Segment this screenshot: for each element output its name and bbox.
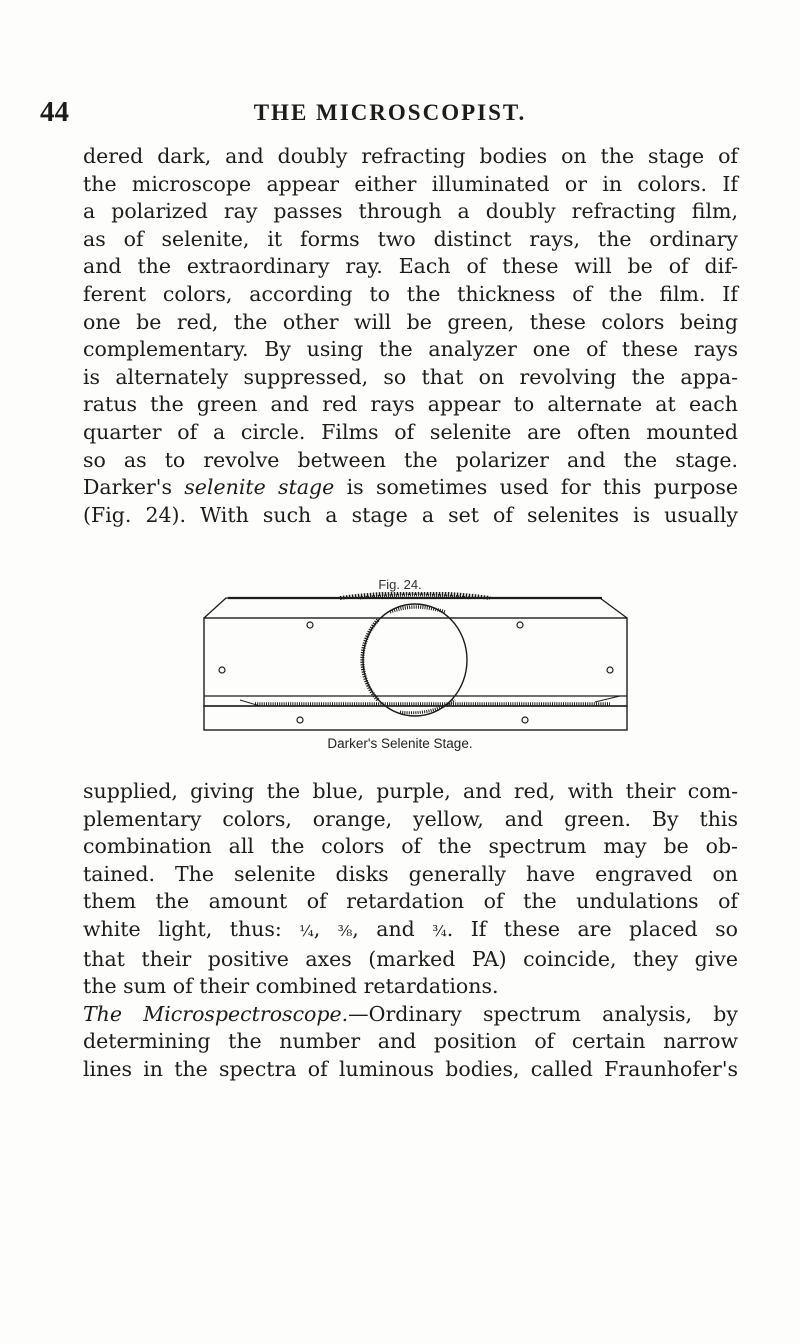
italic-term: selenite stage — [184, 475, 335, 500]
text-run: white light, thus: — [83, 916, 300, 941]
text-line: that their positive axes (marked PA) coincide, they give — [83, 946, 738, 971]
text-line: supplied, giving the blue, purple, and red, with their com- — [83, 779, 738, 803]
fraction-three-quarters: ¾ — [432, 921, 447, 940]
paragraph-selenite — [83, 143, 738, 529]
text-line — [83, 474, 738, 502]
selenite-stage-illustration — [200, 592, 630, 732]
text-line: a polarized ray passes through a doubly refracting film, — [83, 199, 738, 224]
text-line: (Fig. 24). With such a stage a set of selenites is usually — [83, 502, 738, 527]
text-run: , — [313, 916, 338, 941]
text-line: so as to revolve between the polarizer and the stage. — [83, 447, 738, 472]
text-line: them the amount of retardation of the undulations of — [83, 889, 738, 914]
page-header — [40, 96, 740, 136]
running-head: THE MICROSCOPIST. — [253, 100, 527, 125]
text-run: is sometimes used for this purpose — [334, 475, 738, 500]
text-run: , and — [352, 916, 433, 941]
text-line — [83, 1001, 738, 1029]
text-line: lines in the spectra of luminous bodies, called Fraunhofer's — [83, 1056, 738, 1081]
text-run: —Ordinary spectrum analysis, by — [348, 1001, 738, 1026]
text-line: tained. The selenite disks generally have engraved on — [83, 861, 738, 886]
paragraph-retardation — [83, 778, 738, 1084]
section-heading: The Microspectroscope. — [83, 1001, 349, 1026]
text-line: as of selenite, it forms two distinct rays, the ordinary — [83, 226, 738, 251]
text-line: quarter of a circle. Films of selenite are often mounted — [83, 419, 738, 444]
text-run: . If these are placed so — [446, 916, 738, 941]
figure-caption: Darker's Selenite Stage. — [327, 736, 473, 751]
page-number: 44 — [40, 96, 69, 128]
text-line: determining the number and position of certain narrow — [83, 1029, 738, 1054]
figure-label: Fig. 24. — [378, 577, 422, 592]
text-run: Darker's — [83, 475, 185, 500]
fraction-quarter: ¼ — [299, 921, 314, 940]
text-line: plementary colors, orange, yellow, and green. By this — [83, 806, 738, 831]
text-line: dered dark, and doubly refracting bodies on the stage of — [83, 144, 738, 168]
text-line: the sum of their combined retardations. — [83, 974, 499, 999]
text-line: is alternately suppressed, so that on revolving the appa- — [83, 364, 738, 389]
text-line: combination all the colors of the spectrum may be ob- — [83, 834, 738, 859]
text-line: and the extraordinary ray. Each of these will be of dif- — [83, 254, 738, 279]
text-line: ratus the green and red rays appear to alternate at each — [83, 392, 738, 417]
fraction-three-eighths: ⅜ — [337, 921, 353, 940]
text-line: one be red, the other will be green, these colors being — [83, 309, 738, 334]
text-line: complementary. By using the analyzer one of these rays — [83, 337, 738, 362]
text-line: ferent colors, according to the thickness of the film. If — [83, 281, 738, 306]
text-line — [83, 916, 738, 946]
text-line: the microscope appear either illuminated or in colors. If — [83, 171, 738, 196]
